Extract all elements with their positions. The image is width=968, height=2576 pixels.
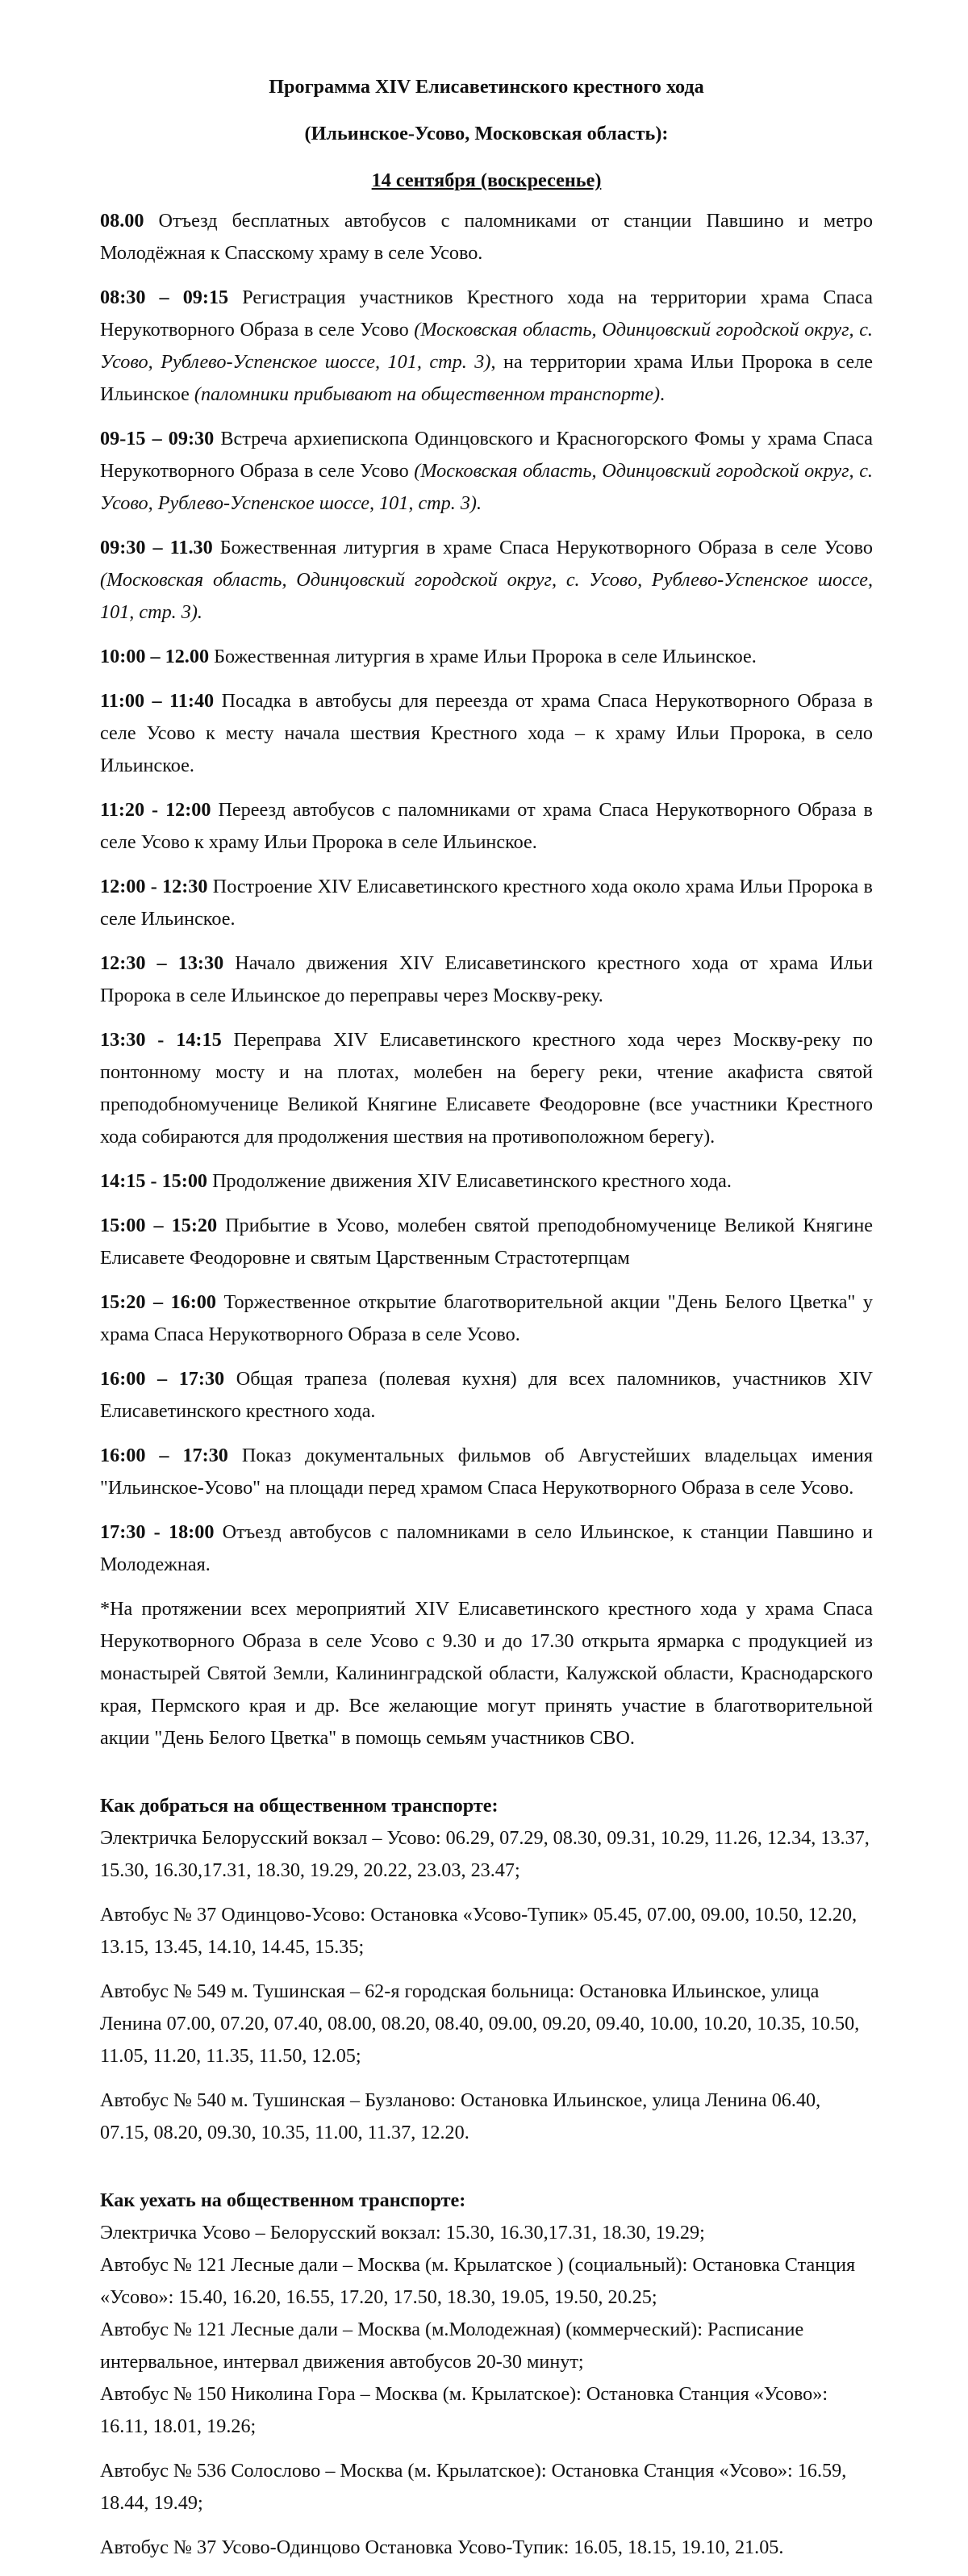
arrival-transport-section [100,1790,873,2149]
entry-text: Показ документальных фильмов об Августейших владельцах имения "Ильинское-Усово" на площади перед храмом Спаса Нерукотворного Образа в селе Усово. [100,1445,873,1499]
entry-time: 08.00 [100,210,144,232]
schedule-entry [100,423,873,520]
entry-time: 08:30 – 09:15 [100,286,229,308]
entry-text: Построение XIV Елисаветинского крестного хода около храма Ильи Пророка в селе Ильинское. [100,876,873,930]
transport-row: Автобус № 549 м. Тушинская – 62-я городская больница: Остановка Ильинское, улица Ленина 07.00, 07.20, 07.40, 08.00, 08.20, 08.40, 09.00, 09.20, 09.40, 10.00, 10.20, 10.35, 10.50, 11.05, 11.20, 11.35, 11.50, 12.05; [100,1980,860,2067]
document-title: Программа XIV Елисаветинского крестного хода [269,76,704,98]
entry-time: 09:30 – 11.30 [100,537,213,558]
entry-text: Торжественное открытие благотворительной акции "День Белого Цветка" у храма Спаса Нерукотворного Образа в селе Усово. [100,1291,873,1345]
entry-text: Регистрация участников Крестного хода на территории храма Спаса Нерукотворного Образа в селе Усово [100,286,874,341]
entry-time: 14:15 - 15:00 [100,1170,208,1192]
transport-row: Автобус № 150 Николина Гора – Москва (м. Крылатское): Остановка Станция «Усово»: 16.11, 18.01, 19.26; [100,2383,828,2437]
entry-text: Прибытие в Усово, молебен святой преподобномученице Великой Княгине Елисавете Феодоровне и святым Царственным Страстотерпцам [100,1215,874,1269]
schedule-entry [100,1286,873,1351]
entry-time: 11:00 – 11:40 [100,690,215,712]
entry-time: 15:20 – 16:00 [100,1291,216,1313]
schedule-entry [100,1165,873,1198]
entry-text: Посадка в автобусы для переезда от храма Спаса Нерукотворного Образа в селе Усово к месту начала шествия Крестного хода – к храму Ильи Пророка, в село Ильинское. [100,690,873,776]
entry-time: 09-15 – 09:30 [100,428,215,450]
entry-time: 15:00 – 15:20 [100,1215,218,1236]
entry-text: Божественная литургия в храме Спаса Нерукотворного Образа в селе Усово [212,537,873,558]
entry-time: 12:30 – 13:30 [100,952,224,974]
event-date: 14 сентября (воскресенье) [371,169,602,191]
transport-row: Автобус № 540 м. Тушинская – Бузланово: Остановка Ильинское, улица Ленина 06.40, 07.15, 08.20, 09.30, 10.35, 11.00, 11.37, 12.20. [100,2089,821,2143]
entry-time: 12:00 - 12:30 [100,876,208,897]
transport-row: Электричка Усово – Белорусский вокзал: 15.30, 16.30,17.31, 18.30, 19.29; [100,2222,705,2244]
entry-time: 10:00 – 12.00 [100,646,210,667]
schedule-entry [100,947,873,1012]
entry-note: (паломники прибывают на общественном транспорте) [194,383,661,405]
schedule-entry [100,1363,873,1428]
document-page [100,71,873,2576]
entry-text: Переправа XIV Елисаветинского крестного хода через Москву-реку по понтонному мосту и на плотах, молебен на берегу реки, чтение акафиста святой преподобномученице Великой Княгине Елисавете Феодоровне (все участники Крестного хода собираются для продолжения шествия на противоположном берегу). [100,1029,873,1148]
schedule-entry [100,532,873,629]
schedule-entry [100,1516,873,1581]
entry-text: , на территории храма Ильи Пророка в селе Ильинское [100,351,873,405]
transport-row: Автобус № 37 Усово-Одинцово Остановка Усово-Тупик: 16.05, 18.15, 19.10, 21.05. [100,2536,784,2558]
transport-row: Автобус № 121 Лесные дали – Москва (м. Крылатское ) (социальный): Остановка Станция «Усово»: 15.40, 16.20, 16.55, 17.20, 17.50, 18.30, 19.05, 19.50, 20.25; [100,2254,856,2308]
entry-address: (Московская область, Одинцовский городской округ, с. Усово, Рублево-Успенское шоссе, 101, стр. 3). [100,569,873,623]
schedule-entry [100,871,873,935]
transport-row: Электричка Белорусский вокзал – Усово: 06.29, 07.29, 08.30, 09.31, 10.29, 11.26, 12.34, 13.37, 15.30, 16.30,17.31, 18.30, 19.29, 20.22, 23.03, 23.47; [100,1827,870,1881]
transport-row: Автобус № 121 Лесные дали – Москва (м.Молодежная) (коммерческий): Расписание интервальное, интервал движения автобусов 20-30 минут; [100,2319,804,2373]
schedule-entry [100,1440,873,1504]
schedule-entry [100,282,873,411]
entry-text: Продолжение движения XIV Елисаветинского крестного хода. [207,1170,732,1192]
entry-text: Отъезд автобусов с паломниками в село Ильинское, к станции Павшино и Молодежная. [100,1521,873,1575]
departure-transport-section [100,2185,873,2564]
entry-address: (Московская область, Одинцовский городской округ, с. Усово, Рублево-Успенское шоссе, 101, стр. 3) [100,319,873,373]
schedule-entry [100,1024,873,1153]
schedule-entry [100,685,873,782]
entry-time: 16:00 – 17:30 [100,1368,225,1390]
entry-time: 11:20 - 12:00 [100,799,211,821]
program-schedule [100,205,873,1581]
entry-time: 16:00 – 17:30 [100,1445,228,1466]
schedule-entry [100,641,873,673]
entry-text: Общая трапеза (полевая кухня) для всех паломников, участников XIV Елисаветинского крестного хода. [100,1368,874,1422]
entry-text: . [660,383,666,405]
entry-text: Отъезд бесплатных автобусов с паломниками от станции Павшино и метро Молодёжная к Спасскому храму в селе Усово. [100,210,873,264]
arrival-transport-title: Как добраться на общественном транспорте: [100,1795,499,1817]
departure-transport-title: Как уехать на общественном транспорте: [100,2189,466,2211]
schedule-entry [100,794,873,859]
schedule-entry [100,205,873,270]
transport-row: Автобус № 536 Солослово – Москва (м. Крылатское): Остановка Станция «Усово»: 16.59, 18.44, 19.49; [100,2460,847,2514]
schedule-entry [100,1210,873,1274]
entry-text: Божественная литургия в храме Ильи Пророка в селе Ильинское. [209,646,757,667]
entry-time: 17:30 - 18:00 [100,1521,215,1543]
fair-note: *На протяжении всех мероприятий XIV Елисаветинского крестного хода у храма Спаса Нерукотворного Образа в селе Усово с 9.30 и до 17.30 открыта ярмарка с продукцией из монастырей Святой Земли, Калининградской области, Калужской области, Краснодарского края, Пермского края и др. Все желающие могут принять участие в благотворительной акции "День Белого Цветка" в помощь семьям участников СВО. [100,1598,873,1749]
entry-time: 13:30 - 14:15 [100,1029,222,1051]
entry-text: Переезд автобусов с паломниками от храма Спаса Нерукотворного Образа в селе Усово к храму Ильи Пророка в селе Ильинское. [100,799,873,853]
entry-address: (Московская область, Одинцовский городской округ, с. Усово, Рублево-Успенское шоссе, 101, стр. 3). [100,460,873,514]
entry-text: Начало движения XIV Елисаветинского крестного хода от храма Ильи Пророка в селе Ильинское до переправы через Москву-реку. [100,952,874,1006]
transport-row: Автобус № 37 Одинцово-Усово: Остановка «Усово-Тупик» 05.45, 07.00, 09.00, 10.50, 12.20, 13.15, 13.45, 14.10, 14.45, 15.35; [100,1904,857,1958]
entry-text: Встреча архиепископа Одинцовского и Красногорского Фомы у храма Спаса Нерукотворного Образа в селе Усово [100,428,874,482]
document-subtitle: (Ильинское-Усово, Московская область): [304,123,669,144]
